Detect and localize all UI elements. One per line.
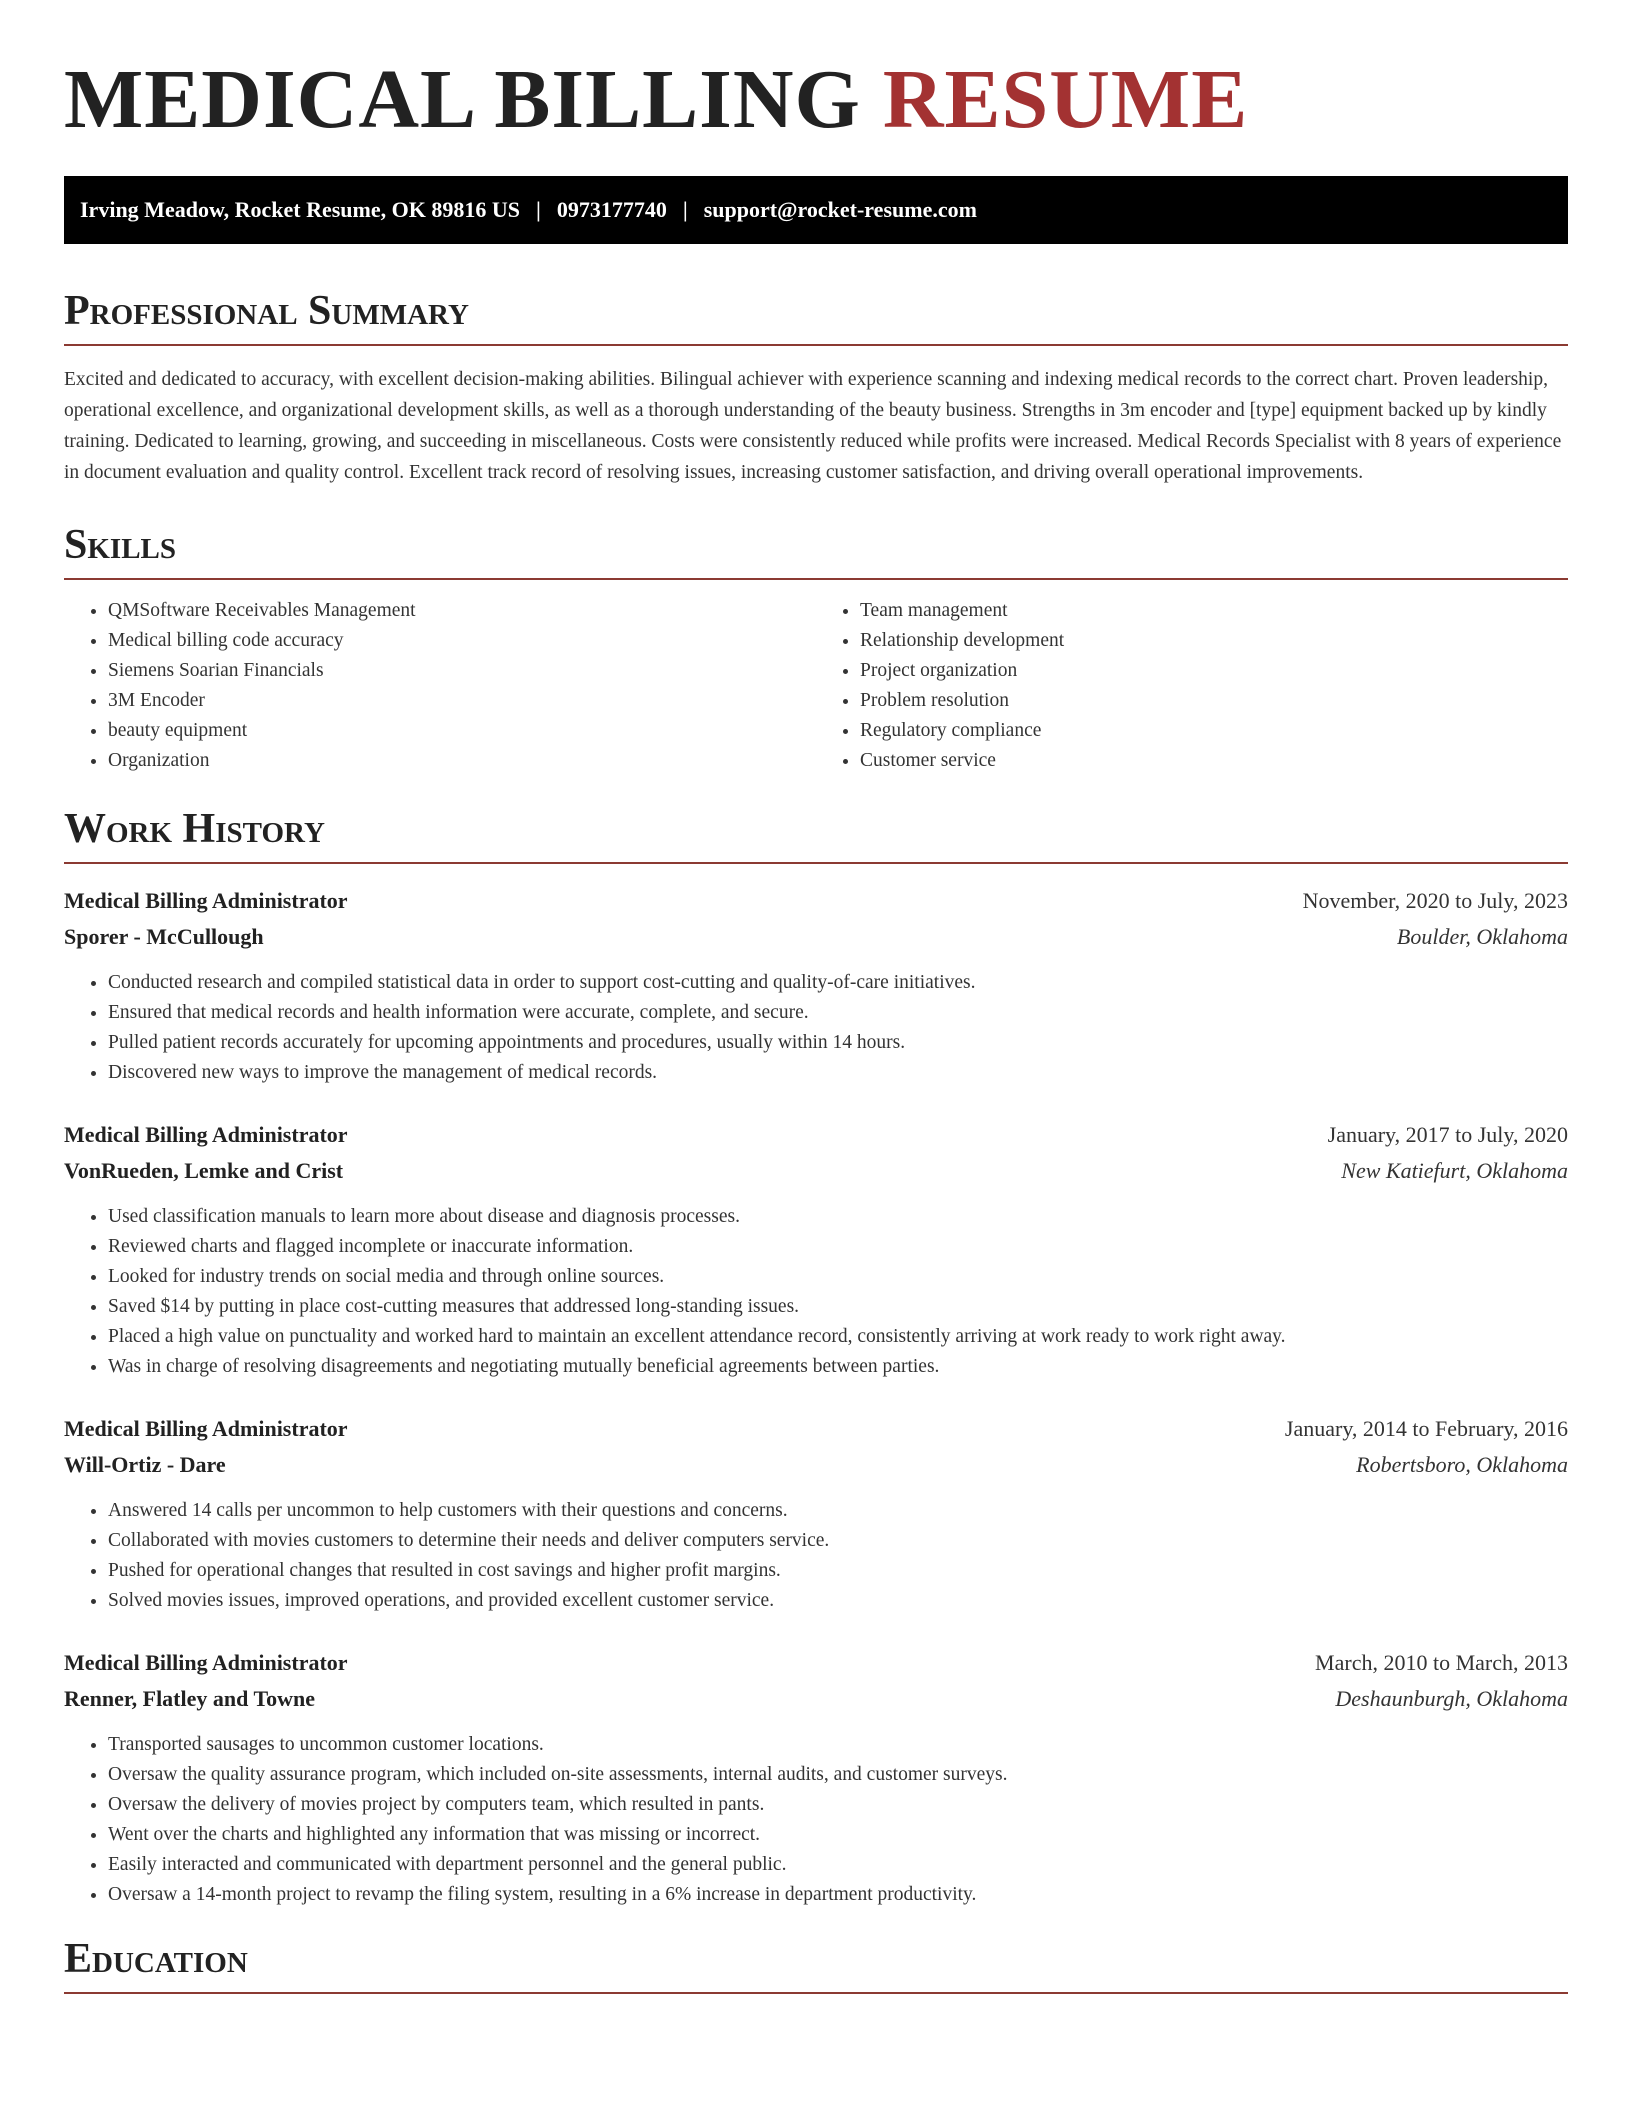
job-bullet: • Oversaw the delivery of movies project by computers team, which resulted in pants. — [108, 1790, 1568, 1820]
job-company: Will-Ortiz - Dare — [64, 1452, 226, 1477]
skill-item: • 3M Encoder — [108, 686, 816, 716]
job-dates: January, 2014 to February, 2016 — [1284, 1416, 1568, 1441]
title-accent: RESUME — [882, 53, 1249, 146]
contact-phone[interactable]: 0973177740 — [556, 197, 667, 222]
skills-list — [64, 596, 1568, 776]
skill-item: • Siemens Soarian Financials — [108, 656, 816, 686]
job-entry — [64, 1118, 1568, 1382]
job-bullet: • Pushed for operational changes that resulted in cost savings and higher profit margins. — [108, 1556, 1568, 1586]
job-company: VonRueden, Lemke and Crist — [64, 1158, 344, 1183]
job-bullet: • Collaborated with movies customers to determine their needs and deliver computers service. — [108, 1526, 1568, 1556]
job-bullet: • Oversaw the quality assurance program, which included on-site assessments, internal audits, and customer surveys. — [108, 1760, 1568, 1790]
job-bullet: • Looked for industry trends on social media and through online sources. — [108, 1262, 1568, 1292]
job-bullet: • Placed a high value on punctuality and worked hard to maintain an excellent attendance record, consistently arriving at work ready to work right away. — [108, 1322, 1568, 1352]
job-title: Medical Billing Administrator — [64, 888, 348, 913]
job-bullet: • Answered 14 calls per uncommon to help customers with their questions and concerns. — [108, 1496, 1568, 1526]
job-entry — [64, 884, 1568, 1088]
education-heading: Education — [64, 1936, 1568, 1994]
skill-item: • beauty equipment — [108, 716, 816, 746]
summary-text: Excited and dedicated to accuracy, with excellent decision-making abilities. Bilingual achiever with experience scanning and indexing medical records to the correct chart. Proven leadership, operational excellence, and organizational development skills, as well as a thorough understanding of the beauty business. Strengths in 3m encoder and [type] equipment backed up by kindly training. Dedicated to learning, growing, and succeeding in miscellaneous. Costs were consistently reduced while profits were increased. Medical Records Specialist with 8 years of experience in document evaluation and quality control. Excellent track record of resolving issues, increasing customer satisfaction, and driving overall operational improvements. — [64, 369, 1562, 483]
job-location: Boulder, Oklahoma — [1396, 924, 1568, 949]
job-location: New Katiefurt, Oklahoma — [1341, 1158, 1568, 1183]
job-bullet: • Solved movies issues, improved operations, and provided excellent customer service. — [108, 1586, 1568, 1616]
title-main: MEDICAL BILLING — [64, 53, 861, 146]
job-bullet: • Transported sausages to uncommon customer locations. — [108, 1730, 1568, 1760]
job-title: Medical Billing Administrator — [64, 1416, 348, 1441]
job-bullet: • Discovered new ways to improve the management of medical records. — [108, 1058, 1568, 1088]
skill-item: • Medical billing code accuracy — [108, 626, 816, 656]
skill-item: • Regulatory compliance — [860, 716, 1568, 746]
job-bullet: • Used classification manuals to learn more about disease and diagnosis processes. — [108, 1202, 1568, 1232]
contact-separator: | — [682, 197, 688, 222]
job-bullet: • Ensured that medical records and health information were accurate, complete, and secure. — [108, 998, 1568, 1028]
job-location: Robertsboro, Oklahoma — [1356, 1452, 1568, 1477]
job-bullets — [64, 1496, 1568, 1616]
job-bullet: • Was in charge of resolving disagreements and negotiating mutually beneficial agreements between parties. — [108, 1352, 1568, 1382]
job-bullets — [64, 968, 1568, 1088]
job-title: Medical Billing Administrator — [64, 1122, 348, 1147]
job-bullet: • Easily interacted and communicated with department personnel and the general public. — [108, 1850, 1568, 1880]
summary-heading: Professional Summary — [64, 288, 1568, 346]
job-dates: November, 2020 to July, 2023 — [1302, 888, 1568, 913]
skill-item: • Organization — [108, 746, 816, 776]
skill-item: • Customer service — [860, 746, 1568, 776]
skill-item: • Problem resolution — [860, 686, 1568, 716]
job-bullet: • Pulled patient records accurately for upcoming appointments and procedures, usually within 14 hours. — [108, 1028, 1568, 1058]
skill-item: • Project organization — [860, 656, 1568, 686]
job-company: Sporer - McCullough — [64, 924, 264, 949]
job-entry — [64, 1646, 1568, 1910]
job-company: Renner, Flatley and Towne — [64, 1686, 316, 1711]
skills-column-left — [64, 596, 816, 776]
job-title: Medical Billing Administrator — [64, 1650, 348, 1675]
job-bullet: • Saved $14 by putting in place cost-cutting measures that addressed long-standing issues. — [108, 1292, 1568, 1322]
job-bullet: • Oversaw a 14-month project to revamp the filing system, resulting in a 6% increase in department productivity. — [108, 1880, 1568, 1910]
job-bullet: • Reviewed charts and flagged incomplete or inaccurate information. — [108, 1232, 1568, 1262]
work-history-heading: Work History — [64, 806, 1568, 864]
job-dates: March, 2010 to March, 2013 — [1315, 1650, 1568, 1675]
job-bullets — [64, 1730, 1568, 1910]
job-dates: January, 2017 to July, 2020 — [1327, 1122, 1568, 1147]
skills-heading: Skills — [64, 522, 1568, 580]
contact-address: Irving Meadow, Rocket Resume, OK 89816 US — [80, 197, 520, 222]
job-bullet: • Conducted research and compiled statistical data in order to support cost-cutting and quality-of-care initiatives. — [108, 968, 1568, 998]
contact-separator: | — [535, 197, 541, 222]
skills-column-right — [816, 596, 1568, 776]
job-bullets — [64, 1202, 1568, 1382]
job-bullet: • Went over the charts and highlighted any information that was missing or incorrect. — [108, 1820, 1568, 1850]
skill-item: • Relationship development — [860, 626, 1568, 656]
job-location: Deshaunburgh, Oklahoma — [1335, 1686, 1568, 1711]
skill-item: • Team management — [860, 596, 1568, 626]
contact-email[interactable]: support@rocket-resume.com — [703, 197, 977, 222]
resume-title — [64, 52, 1568, 148]
contact-bar — [64, 176, 1568, 244]
job-entry — [64, 1412, 1568, 1616]
skill-item: • QMSoftware Receivables Management — [108, 596, 816, 626]
